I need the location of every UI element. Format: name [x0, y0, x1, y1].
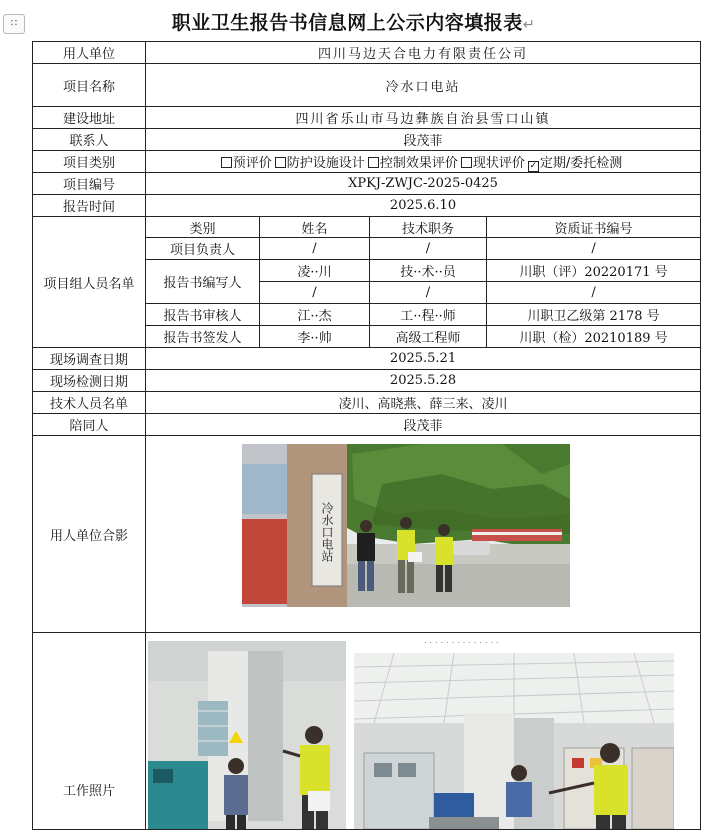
team-cert[interactable]: / [487, 282, 701, 304]
survey-date-label: 现场调查日期 [33, 348, 146, 370]
team-cert[interactable]: 川职卫乙级第 2178 号 [487, 304, 701, 326]
team-header-role: 类别 [146, 217, 260, 238]
category-options [146, 151, 701, 173]
category-option-label: 控制效果评价 [379, 155, 458, 171]
employer-label: 用人单位 [33, 42, 146, 64]
employer-value[interactable]: 四川马边天合电力有限责任公司 [146, 42, 701, 64]
address-label: 建设地址 [33, 107, 146, 129]
test-date-label: 现场检测日期 [33, 370, 146, 392]
team-title[interactable]: 高级工程师 [370, 326, 487, 348]
team-role: 报告书签发人 [146, 326, 260, 348]
report-date-value[interactable]: 2025.6.10 [146, 195, 701, 217]
category-option-label: 预评价 [232, 155, 272, 171]
category-option-label: 防护设施设计 [286, 155, 365, 171]
team-header-name: 姓名 [260, 217, 370, 238]
category-option-label: 定期/委托检测 [539, 155, 623, 171]
group-photo-label: 用人单位合影 [33, 436, 146, 633]
project-no-label: 项目编号 [33, 173, 146, 195]
team-header-row [33, 217, 701, 238]
team-name[interactable]: 李··帅 [260, 326, 370, 348]
escort-value[interactable]: 段茂菲 [146, 414, 701, 436]
row-escort [33, 414, 701, 436]
team-title[interactable]: / [370, 238, 487, 260]
address-value[interactable]: 四川省乐山市马边彝族自治县雪口山镇 [146, 107, 701, 129]
team-name[interactable]: 凌··川 [260, 260, 370, 282]
category-option[interactable] [275, 156, 365, 171]
work-photo-2[interactable] [354, 653, 674, 829]
team-cert[interactable]: 川职（评）20220171 号 [487, 260, 701, 282]
row-address [33, 107, 701, 129]
title-text: 职业卫生报告书信息网上公示内容填报表 [171, 12, 523, 34]
contact-value[interactable]: 段茂菲 [146, 129, 701, 151]
row-category [33, 151, 701, 173]
category-label: 项目类别 [33, 151, 146, 173]
team-cert[interactable]: / [487, 238, 701, 260]
row-technicians [33, 392, 701, 414]
escort-label: 陪同人 [33, 414, 146, 436]
project-name-label: 项目名称 [33, 64, 146, 107]
row-test-date [33, 370, 701, 392]
row-work-photos [33, 633, 701, 830]
row-employer [33, 42, 701, 64]
team-title[interactable]: / [370, 282, 487, 304]
row-contact [33, 129, 701, 151]
team-name[interactable]: / [260, 238, 370, 260]
checkbox-icon[interactable] [221, 157, 232, 168]
project-no-value[interactable]: XPKJ-ZWJC-2025-0425 [146, 173, 701, 195]
contact-label: 联系人 [33, 129, 146, 151]
team-name[interactable]: / [260, 282, 370, 304]
category-option-label: 现状评价 [472, 155, 525, 171]
work-photo-1[interactable] [148, 641, 346, 829]
group-photo-cell [146, 436, 701, 633]
team-role: 报告书审核人 [146, 304, 260, 326]
row-project-name [33, 64, 701, 107]
test-date-value[interactable]: 2025.5.28 [146, 370, 701, 392]
project-name-value[interactable]: 冷水口电站 [146, 64, 701, 107]
paragraph-mark: ↵ [522, 17, 536, 33]
team-header-cert: 资质证书编号 [487, 217, 701, 238]
page-title [0, 8, 707, 35]
form-table [32, 41, 701, 830]
team-name[interactable]: 江··杰 [260, 304, 370, 326]
category-option[interactable] [528, 156, 622, 171]
row-project-no [33, 173, 701, 195]
team-label: 项目组人员名单 [33, 217, 146, 348]
row-group-photo [33, 436, 701, 633]
team-role: 报告书编写人 [146, 260, 260, 304]
team-title[interactable]: 技··术··员 [370, 260, 487, 282]
team-header-title: 技术职务 [370, 217, 487, 238]
dots-mark: .............. [424, 636, 502, 645]
checkbox-icon[interactable] [368, 157, 379, 168]
category-option[interactable] [221, 156, 272, 171]
group-photo-image [242, 444, 570, 607]
sign-big-text: 冷水口电站 [320, 502, 334, 562]
team-role: 项目负责人 [146, 238, 260, 260]
checkbox-checked-icon[interactable]: ✓ [529, 160, 538, 171]
row-report-date [33, 195, 701, 217]
survey-date-value[interactable]: 2025.5.21 [146, 348, 701, 370]
group-photo[interactable] [242, 444, 570, 607]
checkbox-icon[interactable] [275, 157, 286, 168]
checkbox-icon[interactable] [461, 157, 472, 168]
technicians-label: 技术人员名单 [33, 392, 146, 414]
work-photos-label: 工作照片 [33, 633, 146, 830]
category-option[interactable] [368, 156, 458, 171]
team-cert[interactable]: 川职（检）20210189 号 [487, 326, 701, 348]
technicians-value[interactable]: 凌川、高晓燕、薛三来、凌川 [146, 392, 701, 414]
report-date-label: 报告时间 [33, 195, 146, 217]
team-title[interactable]: 工··程··师 [370, 304, 487, 326]
drag-handle-icon[interactable]: ∷ [3, 14, 25, 34]
work-photos-cell [146, 633, 701, 830]
category-option[interactable] [461, 156, 525, 171]
row-survey-date [33, 348, 701, 370]
